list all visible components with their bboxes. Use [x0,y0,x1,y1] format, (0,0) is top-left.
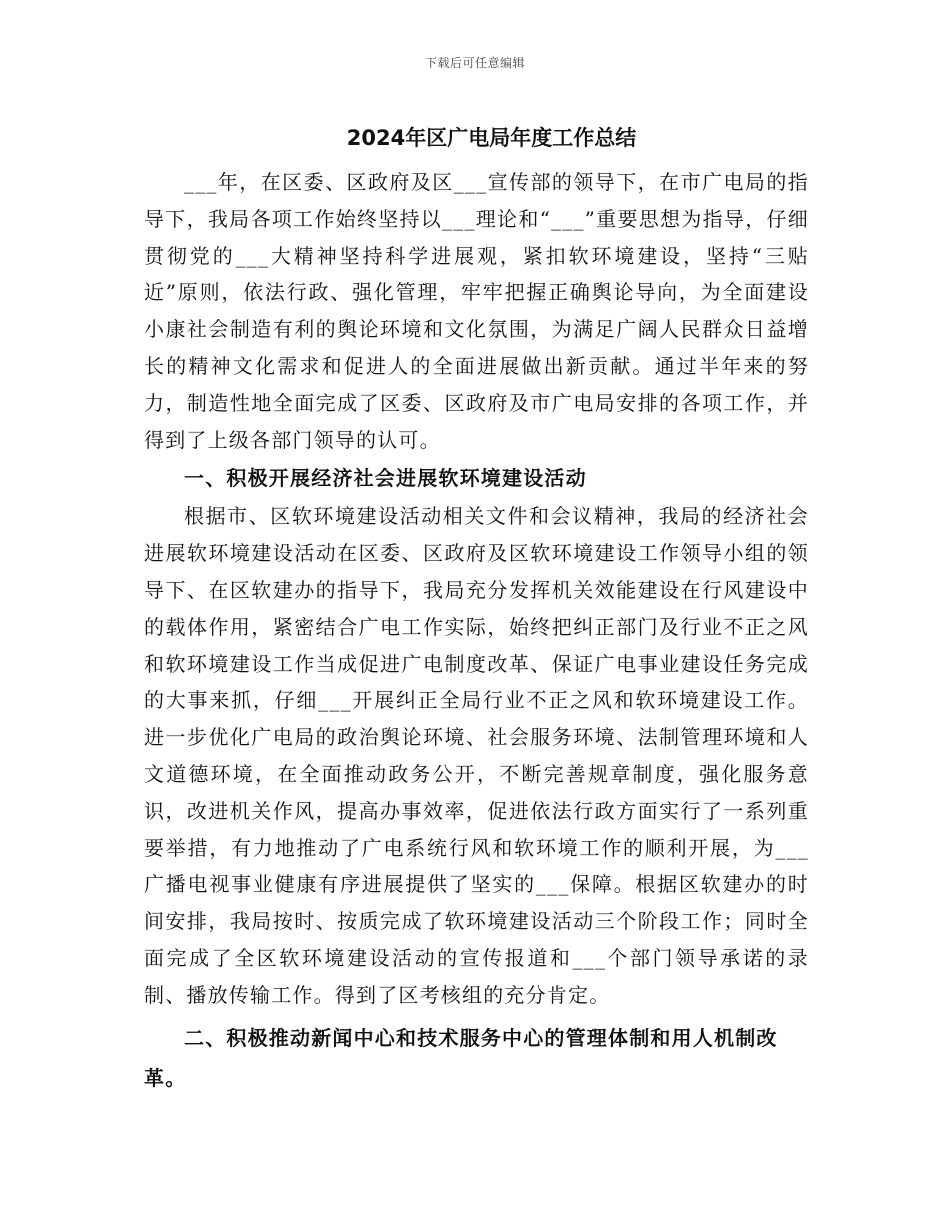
document-body [144,118,809,1098]
document-title: 2024年区广电局年度工作总结 [346,126,637,150]
header-note: 下载后可任意编辑 [424,56,525,70]
intro-paragraph: ___年，在区委、区政府及区___宣传部的领导下，在市广电局的指导下，我局各项工作始终坚持以___理论和“___”重要思想为指导，仔细贯彻党的___大精神坚持科学进展观，紧扣软环境建设，坚持“三贴近”原则，依法行政、强化管理，牢牢把握正确舆论导向，为全面建设小康社会制造有利的舆论环境和文化氛围，为满足广阔人民群众日益增长的精神文化需求和促进人的全面进展做出新贡献。通过半年来的努力，制造性地全面完成了区委、区政府及市广电局安排的各项工作，并得到了上级各部门领导的认可。 [144,170,809,452]
section-1-heading: 一、积极开展经济社会进展软环境建设活动 [184,466,587,491]
section-2-heading: 二、积极推动新闻中心和技术服务中心的管理体制和用人机制改革。 [144,1025,778,1090]
section-1-paragraph: 根据市、区软环境建设活动相关文件和会议精神，我局的经济社会进展软环境建设活动在区委、区政府及区软环境建设工作领导小组的领导下、在区软建办的指导下，我局充分发挥机关效能建设在行风建设中的载体作用，紧密结合广电工作实际，始终把纠正部门及行业不正之风和软环境建设工作当成促进广电制度改革、保证广电事业建设任务完成的大事来抓，仔细___开展纠正全局行业不正之风和软环境建设工作。进一步优化广电局的政治舆论环境、社会服务环境、法制管理环境和人文道德环境，在全面推动政务公开，不断完善规章制度，强化服务意识，改进机关作风，提高办事效率，促进依法行政方面实行了一系列重要举措，有力地推动了广电系统行风和软环境工作的顺利开展，为___广播电视事业健康有序进展提供了坚实的___保障。根据区软建办的时间安排，我局按时、按质完成了软环境建设活动三个阶段工作；同时全面完成了全区软环境建设活动的宣传报道和___个部门领导承诺的录制、播放传输工作。得到了区考核组的充分肯定。 [144,504,809,1007]
